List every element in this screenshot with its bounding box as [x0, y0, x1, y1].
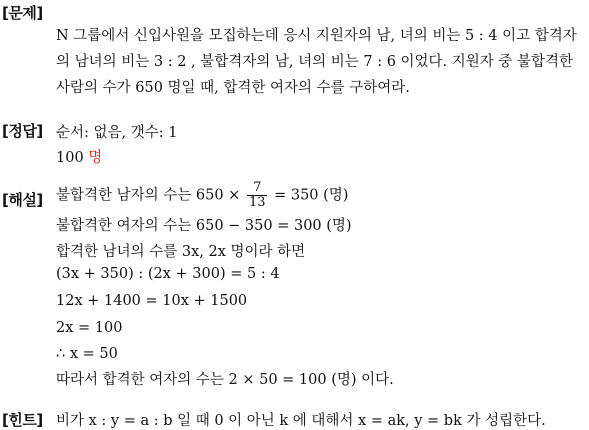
explanation-line-5: 12x + 1400 = 10x + 1500	[56, 293, 248, 309]
fraction-denominator: 13	[248, 195, 266, 210]
answer-tag: [정답]	[2, 122, 43, 140]
explanation-line-6: 2x = 100	[56, 320, 123, 336]
explanation-l1-pre: 불합격한 남자의 수는 650 ×	[56, 187, 241, 204]
explanation-line-4: (3x + 350) : (2x + 300) = 5 : 4	[56, 266, 280, 282]
explanation-line-1	[56, 181, 348, 210]
answer-unit: 명	[88, 150, 103, 166]
explanation-line-8: 따라서 합격한 여자의 수는 2 × 50 = 100 (명) 이다.	[56, 372, 394, 388]
problem-line-3: 사람의 수가 650 명일 때, 합격한 여자의 수를 구하여라.	[56, 80, 410, 96]
explanation-l1-post: = 350 (명)	[274, 187, 349, 204]
explanation-line-7: ∴ x = 50	[56, 346, 118, 362]
explanation-line-2: 불합격한 여자의 수는 650 − 350 = 300 (명)	[56, 218, 352, 234]
explanation-line-3: 합격한 남녀의 수를 3x, 2x 명이라 하면	[56, 244, 306, 260]
hint-text: 비가 x : y = a : b 일 때 0 이 아닌 k 에 대해서 x = ak, y = bk 가 성립한다.	[56, 413, 546, 429]
answer-value-line	[56, 146, 102, 167]
problem-line-1: N 그룹에서 신입사원을 모집하는데 응시 지원자의 남, 녀의 비는 5 : 4 이고 합격자	[56, 28, 577, 44]
problem-line-2: 의 남녀의 비는 3 : 2 , 불합격자의 남, 녀의 비는 7 : 6 이었다. 지원자 중 불합격한	[56, 54, 574, 70]
fraction-numerator: 7	[247, 181, 268, 196]
problem-tag: [문제]	[2, 4, 43, 22]
answer-meta: 순서: 없음, 갯수: 1	[56, 125, 178, 141]
explanation-tag: [해설]	[2, 191, 43, 209]
answer-value: 100	[56, 150, 84, 166]
hint-tag: [힌트]	[2, 411, 43, 429]
fraction	[247, 181, 268, 210]
